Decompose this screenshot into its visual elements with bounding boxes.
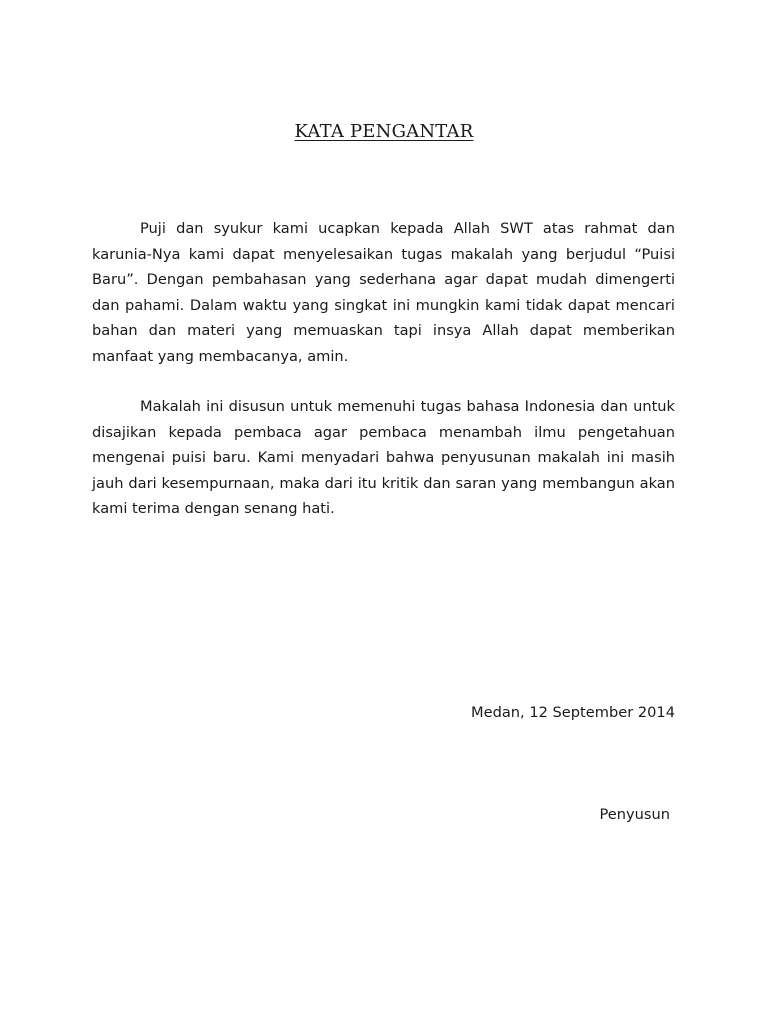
place-date: Medan, 12 September 2014 xyxy=(471,704,675,721)
paragraph-1: Puji dan syukur kami ucapkan kepada Allah SWT atas rahmat dan karunia-Nya kami dapat menyelesaikan tugas makalah yang berjudul “Puisi Baru”. Dengan pembahasan yang sederhana agar dapat mudah dimengerti dan pahami. Dalam waktu yang singkat ini mungkin kami tidak dapat mencari bahan dan materi yang memuaskan tapi insya Allah dapat memberikan manfaat yang membacanya, amin. xyxy=(92,220,675,365)
author-signature: Penyusun xyxy=(599,806,670,823)
document-title: KATA PENGANTAR xyxy=(294,121,474,142)
paragraph-2: Makalah ini disusun untuk memenuhi tugas bahasa Indonesia dan untuk disajikan kepada pembaca agar pembaca menambah ilmu pengetahuan mengenai puisi baru. Kami menyadari bahwa penyusunan makalah ini masih jauh dari kesempurnaan, maka dari itu kritik dan saran yang membangun akan kami terima dengan senang hati. xyxy=(92,398,675,517)
